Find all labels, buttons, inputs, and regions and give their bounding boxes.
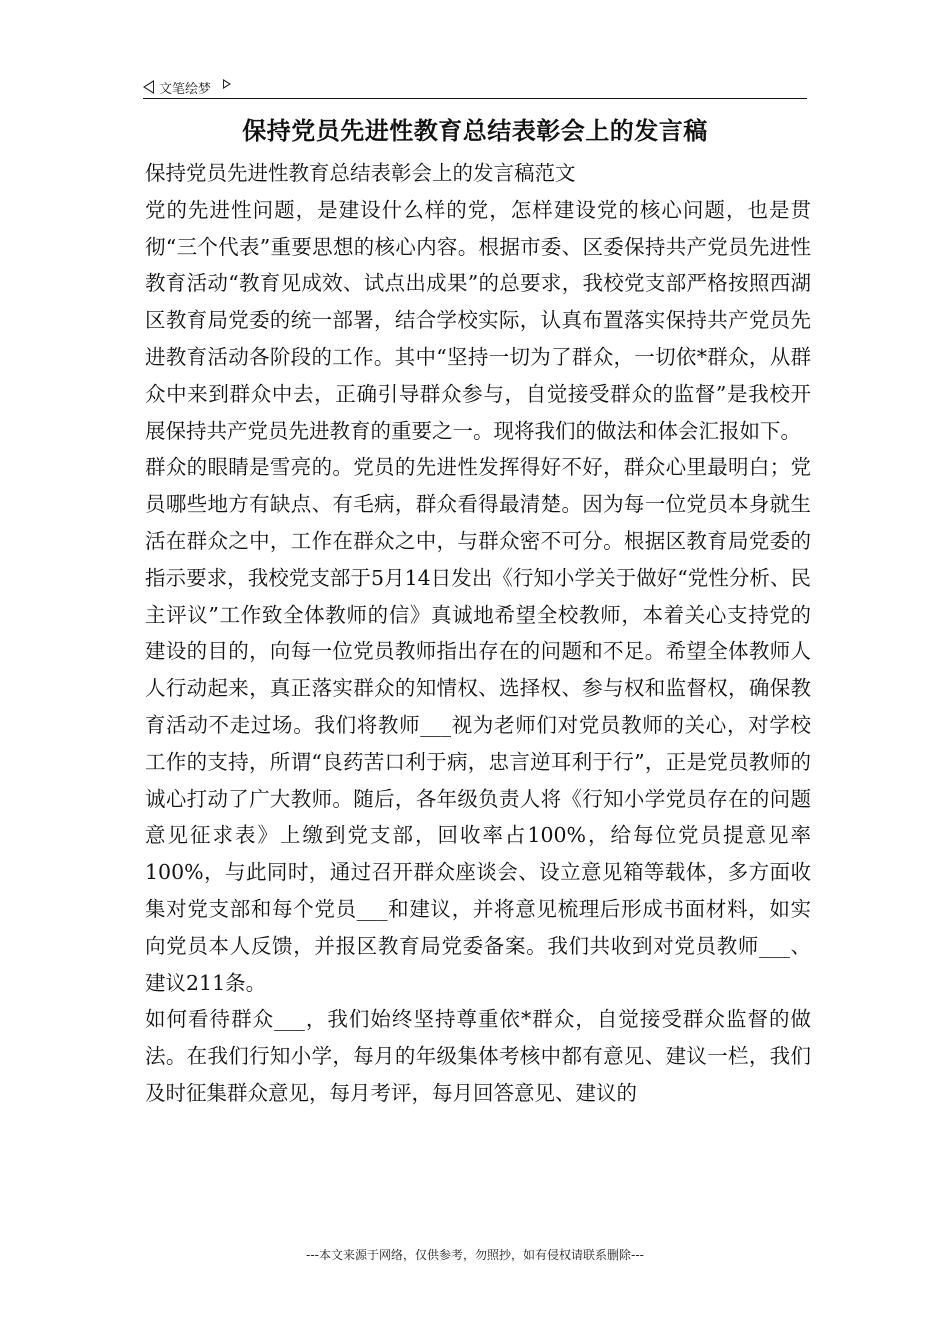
paragraph: 如何看待群众___，我们始终坚持尊重依*群众，自觉接受群众监督的做法。在我们行知小学，每月的年级集体考核中都有意见、建议一栏，我们及时征集群众意见，每月考评，每月回答意见、建议的 bbox=[145, 1007, 811, 1105]
paragraph: 群众的眼睛是雪亮的。党员的先进性发挥得好不好，群众心里最明白；党员哪些地方有缺点、有毛病，群众看得最清楚。因为每一位党员本身就生活在群众之中，工作在群众之中，与群众密不可分。根据区教育局党委的指示要求，我校党支部于5月14日发出《行知小学关于做好“党性分析、民主评议”工作致全体教师的信》真诚地希望全校教师，本着关心支持党的建设的目的，向每一位党员教师指出存在的问题和不足。希望全体教师人人行动起来，真正落实群众的知情权、选择权、参与权和监督权，确保教育活动不走过场。我们将教师___视为老师们对党员教师的关心，对学校工作的支持，所谓“良药苦口利于病，忠言逆耳利于行”，正是党员教师的诚心打动了广大教师。随后，各年级负责人将《行知小学党员存在的问题意见征求表》上缴到党支部，回收率占100%，给每位党员提意见率100%，与此同时，通过召开群众座谈会、设立意见箱等载体，多方面收集对党支部和每个党员___和建议，并将意见梳理后形成书面材料，如实向党员本人反馈，并报区教育局党委备案。我们共收到对党员教师___、建议211条。 bbox=[145, 455, 811, 995]
page-footer-notice: ---本文来源于网络，仅供参考，勿照抄，如有侵权请联系删除--- bbox=[306, 1248, 644, 1262]
header-divider bbox=[143, 98, 807, 99]
document-subtitle: 保持党员先进性教育总结表彰会上的发言稿范文 bbox=[145, 161, 576, 185]
header-brand: 文笔绘梦 bbox=[159, 81, 212, 97]
triangle-right-icon bbox=[223, 79, 231, 89]
document-body bbox=[145, 155, 811, 1112]
page-header bbox=[143, 76, 807, 98]
document-title: 保持党员先进性教育总结表彰会上的发言稿 bbox=[242, 117, 708, 145]
triangle-left-icon bbox=[143, 80, 154, 94]
paragraph: 党的先进性问题，是建设什么样的党，怎样建设党的核心问题，也是贯彻“三个代表”重要思想的核心内容。根据市委、区委保持共产党员先进性教育活动“教育见成效、试点出成果”的总要求，我校党支部严格按照西湖区教育局党委的统一部署，结合学校实际，认真布置落实保持共产党员先进教育活动各阶段的工作。其中“坚持一切为了群众，一切依*群众，从群众中来到群众中去，正确引导群众参与，自觉接受群众的监督”是我校开展保持共产党员先进教育的重要之一。现将我们的做法和体会汇报如下。 bbox=[145, 197, 811, 443]
